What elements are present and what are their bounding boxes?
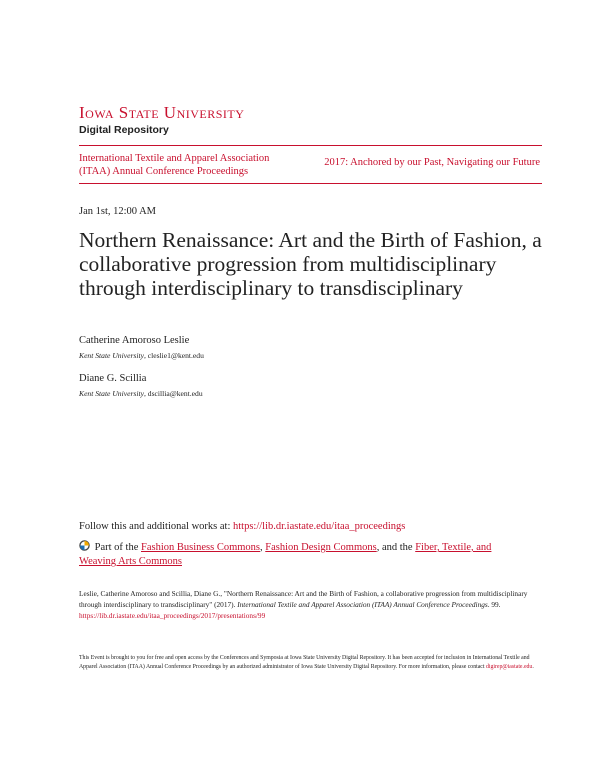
author-email[interactable]: dscillia@kent.edu <box>147 389 203 398</box>
author-email[interactable]: cleslie1@kent.edu <box>147 351 204 360</box>
header-divider-bottom <box>79 183 542 184</box>
commons-link-fashion-design[interactable]: Fashion Design Commons <box>265 542 377 553</box>
paper-title: Northern Renaissance: Art and the Birth of Fashion, a collaborative progression from multidisciplinary through interdisciplinary to transdisciplinary <box>79 228 542 300</box>
creative-commons-icon[interactable] <box>79 540 90 555</box>
citation-journal: International Textile and Apparel Association (ITAA) Annual Conference Proceedings <box>237 600 488 609</box>
university-name: Iowa State University <box>79 103 245 122</box>
separator: , and the <box>376 542 413 553</box>
proceedings-link[interactable]: International Textile and Apparel Association (ITAA) Annual Conference Proceedings <box>79 153 270 177</box>
header-divider-top <box>79 145 542 146</box>
part-of-line <box>79 540 529 568</box>
access-notice <box>79 654 534 672</box>
conference-link[interactable]: 2017: Anchored by our Past, Navigating our Future <box>324 157 540 168</box>
commons-link-fiber-textile-weaving[interactable]: Fiber, Textile, and Weaving Arts Commons <box>79 542 492 567</box>
affiliation-name: Kent State University <box>79 389 144 398</box>
university-logo[interactable] <box>79 104 244 136</box>
separator: , <box>260 542 263 553</box>
author-name: Diane G. Scillia <box>79 373 147 384</box>
citation-block <box>79 588 534 621</box>
citation-url[interactable]: https://lib.dr.iastate.edu/itaa_proceedings/2017/presentations/99 <box>79 611 266 620</box>
part-of-prefix: Part of the <box>94 542 139 553</box>
commons-link-fashion-business[interactable]: Fashion Business Commons <box>141 542 261 553</box>
follow-link[interactable]: https://lib.dr.iastate.edu/itaa_proceedings <box>233 521 406 532</box>
affiliation-name: Kent State University <box>79 351 144 360</box>
citation-text: Leslie, Catherine Amoroso and Scillia, Diane G., "Northern Renaissance: Art and the Birth of Fashion, a collaborative progression from multidisciplinary through interdisciplinary to transdisciplinary" (2017). <box>79 589 528 609</box>
author-affiliation: Kent State University, cleslie1@kent.edu <box>79 351 204 360</box>
follow-line <box>79 521 405 532</box>
follow-text: Follow this and additional works at: <box>79 521 231 532</box>
notice-end: . <box>532 664 534 670</box>
author-affiliation: Kent State University, dscillia@kent.edu <box>79 389 203 398</box>
author-name: Catherine Amoroso Leslie <box>79 335 190 346</box>
notice-text: This Event is brought to you for free and open access by the Conferences and Symposia at Iowa State University Digital Repository. It has been accepted for inclusion in International Textile and Apparel Association (ITAA) Annual Conference Proceedings by an authorized administrator of Iowa State University Digital Repository. For more information, please contact <box>79 655 530 670</box>
event-date: Jan 1st, 12:00 AM <box>79 206 157 217</box>
repository-name: Digital Repository <box>79 124 169 136</box>
contact-email[interactable]: digirep@iastate.edu <box>485 664 533 670</box>
citation-pages: . 99. <box>487 600 501 609</box>
